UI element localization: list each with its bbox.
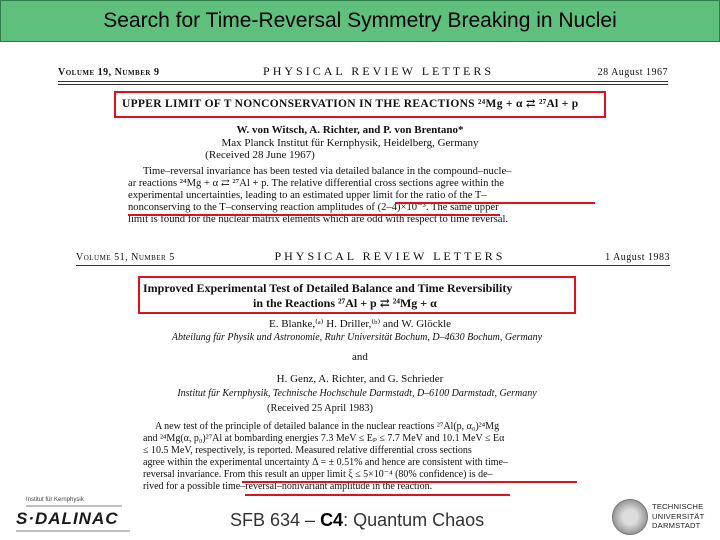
paper2-abstract-line-5: reversal invariance. From this result an upper limit ξ ≤ 5×10⁻⁴ (80% confidence) is de– (143, 469, 493, 480)
paper2-underline-2 (245, 494, 510, 496)
paper2-abstract-line-3: ≤ 10.5 MeV, respectively, is reported. Measured relative differential cross sections (143, 445, 472, 456)
tud-line-3: DARMSTADT (652, 521, 701, 530)
paper2-abstract-line-1: A new test of the principle of detailed balance in the nuclear reactions ²⁷Al(p, α₀)²⁴Mg (155, 421, 500, 432)
paper1-journal: PHYSICAL REVIEW LETTERS (263, 64, 495, 78)
footer-project: C4 (320, 510, 344, 530)
paper1-header-rule-2 (58, 84, 668, 85)
paper2-authors-1: E. Blanke,⁽ᵃ⁾ H. Driller,⁽ᵇ⁾ and W. Glöckle (268, 318, 452, 330)
paper1-abstract-line-2: ar reactions ²⁴Mg + α ⇄ ²⁷Al + p. The relative differential cross sections agree within the (128, 178, 504, 189)
paper2-institution-2: Institut für Kernphysik, Technische Hochschule Darmstadt, D–6100 Darmstadt, Germany (177, 388, 537, 399)
paper1-header-rule (58, 81, 668, 82)
sdalinac-logo (12, 497, 132, 537)
paper2-header-rule (76, 265, 670, 266)
tu-darmstadt-logo (612, 499, 718, 537)
paper2-journal: PHYSICAL REVIEW LETTERS (274, 249, 506, 263)
tud-line-1: TECHNISCHE (652, 502, 704, 511)
paper2-volume: Volume 51, Number 5 (76, 252, 175, 263)
footer-prefix: SFB 634 – (230, 510, 321, 530)
paper2-header (76, 249, 670, 264)
paper1-underline-1 (395, 202, 595, 204)
paper2-underline-1 (242, 481, 577, 483)
paper2-authors-2: H. Genz, A. Richter, and G. Schrieder (276, 373, 444, 385)
paper1-received: (Received 28 June 1967) (205, 149, 315, 161)
paper2-and: and (352, 351, 368, 363)
paper2-date: 1 August 1983 (605, 252, 670, 263)
paper1-title: UPPER LIMIT OF T NONCONSERVATION IN THE REACTIONS ²⁴Mg + α ⇄ ²⁷Al + p (122, 98, 579, 110)
paper2-abstract-line-6: rived for a possible time–reversal–nonivariant amplitude in the reaction. (143, 481, 433, 492)
slide-title-bar (0, 0, 720, 42)
footer-caption (230, 510, 484, 531)
paper2-abstract-line-2: and ²⁴Mg(α, p₀)²⁷Al at bombarding energies 7.3 MeV ≤ Eₚ ≤ 7.7 MeV and 10.1 MeV ≤ Eα (143, 433, 505, 444)
paper2-institution-1: Abteilung für Physik und Astronomie, Ruhr Universität Bochum, D–4630 Bochum, Germany (171, 332, 543, 343)
sdalinac-logo-caption: Institut für Kernphysik (26, 497, 84, 503)
tud-line-2: UNIVERSITÄT (652, 511, 705, 521)
paper2-title-line-1: Improved Experimental Test of Detailed Balance and Time Reversibility (143, 281, 513, 295)
paper2-abstract-line-4: agree within the experimental uncertainty Δ = ± 0.51% and hence are consistent with time– (143, 457, 508, 468)
paper1-date: 28 August 1967 (597, 67, 668, 78)
paper2-title (143, 281, 512, 311)
footer-suffix: : Quantum Chaos (343, 510, 485, 530)
paper1-underline-2 (128, 214, 500, 216)
paper1-abstract-line-4: nonconserving to the T–conserving reaction amplitudes of (2–4)×10⁻³. The same upper (128, 202, 499, 213)
paper1-abstract-line-5: limit is found for the nuclear matrix elements which are odd with respect to time reversal. (128, 214, 509, 225)
tu-darmstadt-seal-icon (612, 499, 648, 535)
paper1-abstract-line-1: Time–reversal invariance has been tested via detailed balance in the compound–nucle– (143, 166, 512, 177)
paper2-title-line-2: in the Reactions ²⁷Al + p ⇄ ²⁴Mg + α (253, 296, 437, 310)
paper1-abstract-line-3: experimental uncertainties, leading to an estimated upper limit for the ratio of the T– (128, 190, 487, 201)
slide-title: Search for Time-Reversal Symmetry Breaking in Nuclei (103, 9, 617, 32)
tu-darmstadt-wordmark (652, 502, 704, 531)
paper1-volume: Volume 19, Number 9 (58, 67, 160, 78)
paper1-authors: W. von Witsch, A. Richter, and P. von Brentano* (236, 124, 464, 136)
paper1-header (58, 64, 668, 79)
paper2-received: (Received 25 April 1983) (267, 403, 373, 414)
paper1-institution: Max Planck Institut für Kernphysik, Heidelberg, Germany (221, 137, 479, 149)
sdalinac-logo-text: S·DALINAC (16, 509, 119, 528)
